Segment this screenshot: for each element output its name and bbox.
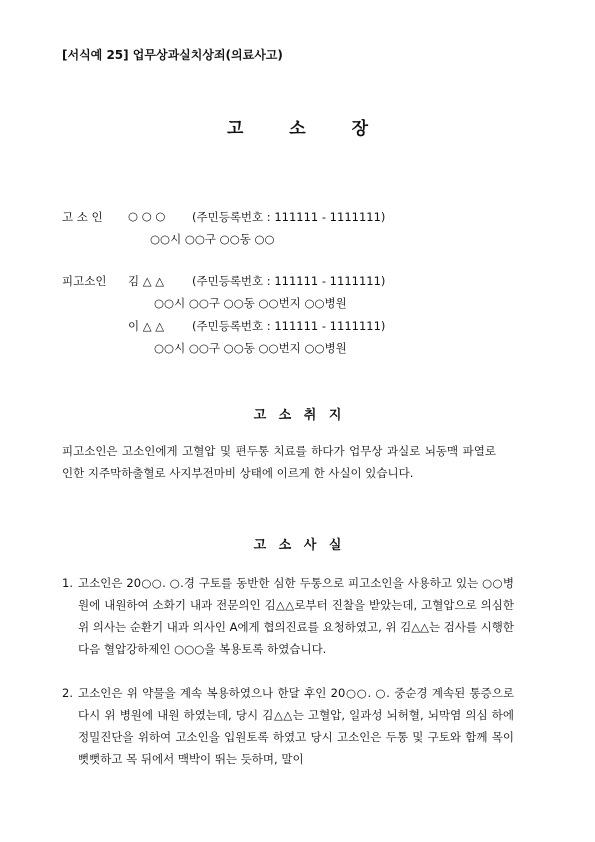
accused-name-2: 이 △ △ — [128, 319, 165, 333]
accused-address-2: ○○시 ○○구 ○○동 ○○번지 ○○병원 — [154, 341, 347, 355]
fact-text-1: 고소인은 20○○. ○.경 구토를 동반한 심한 두통으로 피고소인을 사용하고 있는 ○○병원에 내원하여 소화기 내과 전문의인 김△△로부터 진찰을 받았는데, 고혈압으로 의심한 위 의사는 순환기 내과 의사인 A에게 협의진료를 요청하였고, 위 김△△는 검사를 시행한 다음 혈압강하제인 ○○○을 복용토록 하였습니다. — [78, 576, 515, 656]
accused-id-1: (주민등록번호 : 111111 - 1111111) — [192, 274, 386, 288]
accused-name-1: 김 △ △ — [128, 274, 165, 288]
complainant-label: 고 소 인 — [62, 210, 103, 224]
purpose-heading: 고 소 취 지 — [253, 408, 342, 423]
facts-heading: 고 소 사 실 — [253, 538, 342, 553]
fact-item-1 — [62, 572, 514, 660]
fact-text-2: 고소인은 위 약물을 계속 복용하였으나 한달 후인 20○○. ○. 중순경 계속된 통증으로 다시 위 병원에 내원 하였는데, 당시 김△△는 고혈압, 일과성 뇌허혈, 뇌막염 의심 하에 정밀진단을 위하여 고소인을 입원토록 하였고 당시 고소인은 두통 및 구토와 함께 목이 뻣뻣하고 목 뒤에서 맥박이 뛰는 듯하며, 말이 — [78, 686, 514, 766]
fact-number-2: 2. — [62, 686, 73, 700]
document-title: 고 소 장 — [226, 119, 369, 139]
form-label: [서식예 25] 업무상과실치상죄(의료사고) — [62, 48, 283, 62]
fact-item-2 — [62, 682, 514, 770]
accused-id-2: (주민등록번호 : 111111 - 1111111) — [192, 319, 386, 333]
purpose-text: 피고소인은 고소인에게 고혈압 및 편두통 치료를 하다가 업무상 과실로 뇌동맥 파열로 인한 지주막하출혈로 사지부전마비 상태에 이르게 한 사실이 있습니다. — [62, 444, 496, 480]
complainant-id: (주민등록번호 : 111111 - 1111111) — [192, 210, 386, 224]
fact-number-1: 1. — [62, 576, 73, 590]
complainant-name: ○ ○ ○ — [128, 209, 166, 223]
accused-label: 피고소인 — [62, 274, 107, 288]
accused-address-1: ○○시 ○○구 ○○동 ○○번지 ○○병원 — [154, 296, 347, 310]
complainant-address: ○○시 ○○구 ○○동 ○○ — [150, 232, 275, 246]
